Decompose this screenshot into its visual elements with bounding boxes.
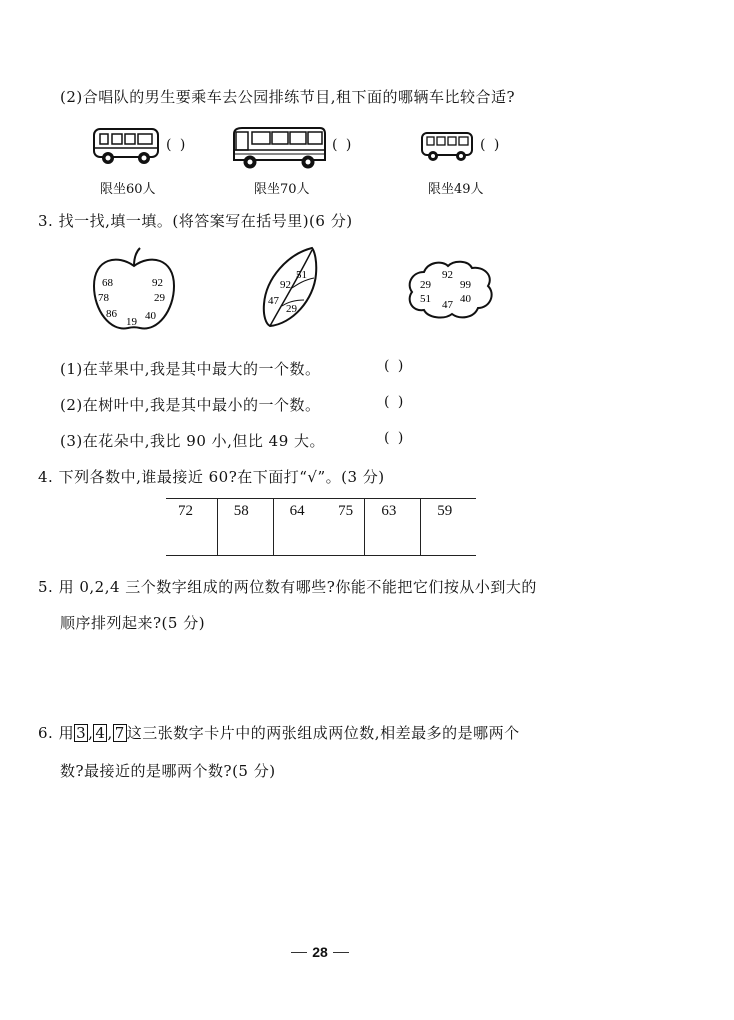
flower-number: 51 (420, 293, 431, 305)
flower-number: 40 (460, 293, 471, 305)
digit-card: 7 (114, 724, 125, 742)
bus-2-answer-paren[interactable]: ( ) (332, 137, 354, 153)
option-cell[interactable] (217, 499, 273, 555)
q3-item-1: (1)在苹果中,我是其中最大的一个数。 (60, 360, 321, 378)
leaf-number: 29 (286, 303, 297, 315)
apple-icon (88, 244, 180, 336)
q3-item-2: (2)在树叶中,我是其中最小的一个数。 (60, 396, 321, 414)
q2-sub-text: (2)合唱队的男生要乘车去公园排练节目,租下面的哪辆车比较合适? (60, 88, 516, 106)
option-cell[interactable] (365, 499, 421, 555)
flower-number: 47 (442, 299, 453, 311)
option-value: 59 (437, 503, 453, 519)
digit-card: 3 (76, 724, 87, 742)
option-value: 72 (178, 503, 193, 519)
page-number: 28 (312, 944, 328, 960)
apple-number: 40 (145, 310, 156, 322)
q3-item-1-answer-paren[interactable]: ( ) (384, 358, 406, 374)
flower-icon (404, 258, 496, 322)
option-value: 63 (381, 503, 397, 519)
q6-line-1 (38, 722, 520, 743)
q4-title: 4. 下列各数中,谁最接近 60?在下面打“√”。(3 分) (38, 468, 385, 486)
q6-separator: , (88, 724, 94, 742)
option-value: 58 (233, 503, 249, 519)
q6-prefix: 6. 用 (38, 724, 75, 742)
q3-title: 3. 找一找,填一填。(将答案写在括号里)(6 分) (38, 212, 353, 230)
flower-number: 99 (460, 279, 471, 291)
option-cell[interactable] (421, 499, 476, 555)
leaf-icon (258, 244, 322, 330)
apple-number: 19 (126, 316, 137, 328)
flower-number: 29 (420, 279, 431, 291)
apple-number: 68 (102, 277, 113, 289)
option-value: 75 (338, 503, 354, 519)
bus-3-answer-paren[interactable]: ( ) (480, 137, 502, 153)
bus-1-label: 限坐60人 (100, 182, 156, 197)
flower-number: 92 (442, 269, 453, 281)
q6-separator: , (107, 724, 113, 742)
leaf-number: 92 (280, 279, 291, 291)
bus-large-icon (230, 124, 328, 172)
page-number-footer (270, 942, 370, 961)
q6-suffix: 这三张数字卡片中的两张组成两位数,相差最多的是哪两个 (126, 724, 520, 742)
apple-number: 86 (106, 308, 117, 320)
bus-1-answer-paren[interactable]: ( ) (166, 137, 188, 153)
bus-mini-icon (420, 130, 476, 166)
apple-number: 29 (154, 292, 165, 304)
q3-item-3: (3)在花朵中,我比 90 小,但比 49 大。 (60, 432, 326, 450)
digit-card: 4 (95, 724, 106, 742)
leaf-number: 47 (268, 295, 279, 307)
q5-line-1: 5. 用 0,2,4 三个数字组成的两位数有哪些?你能不能把它们按从小到大的 (38, 578, 537, 596)
option-cell[interactable] (273, 499, 365, 555)
q3-item-3-answer-paren[interactable]: ( ) (384, 430, 406, 446)
leaf-number: 51 (296, 269, 307, 281)
option-value: 64 (289, 503, 305, 519)
option-cell[interactable] (166, 499, 217, 555)
apple-number: 92 (152, 277, 163, 289)
q3-item-2-answer-paren[interactable]: ( ) (384, 394, 406, 410)
bus-3-label: 限坐49人 (428, 182, 484, 197)
q6-line-2: 数?最接近的是哪两个数?(5 分) (60, 762, 276, 780)
bus-small-icon (92, 126, 164, 168)
bus-2-label: 限坐70人 (254, 182, 310, 197)
apple-number: 78 (98, 292, 109, 304)
q4-options-table (166, 498, 476, 556)
q5-line-2: 顺序排列起来?(5 分) (60, 614, 206, 632)
